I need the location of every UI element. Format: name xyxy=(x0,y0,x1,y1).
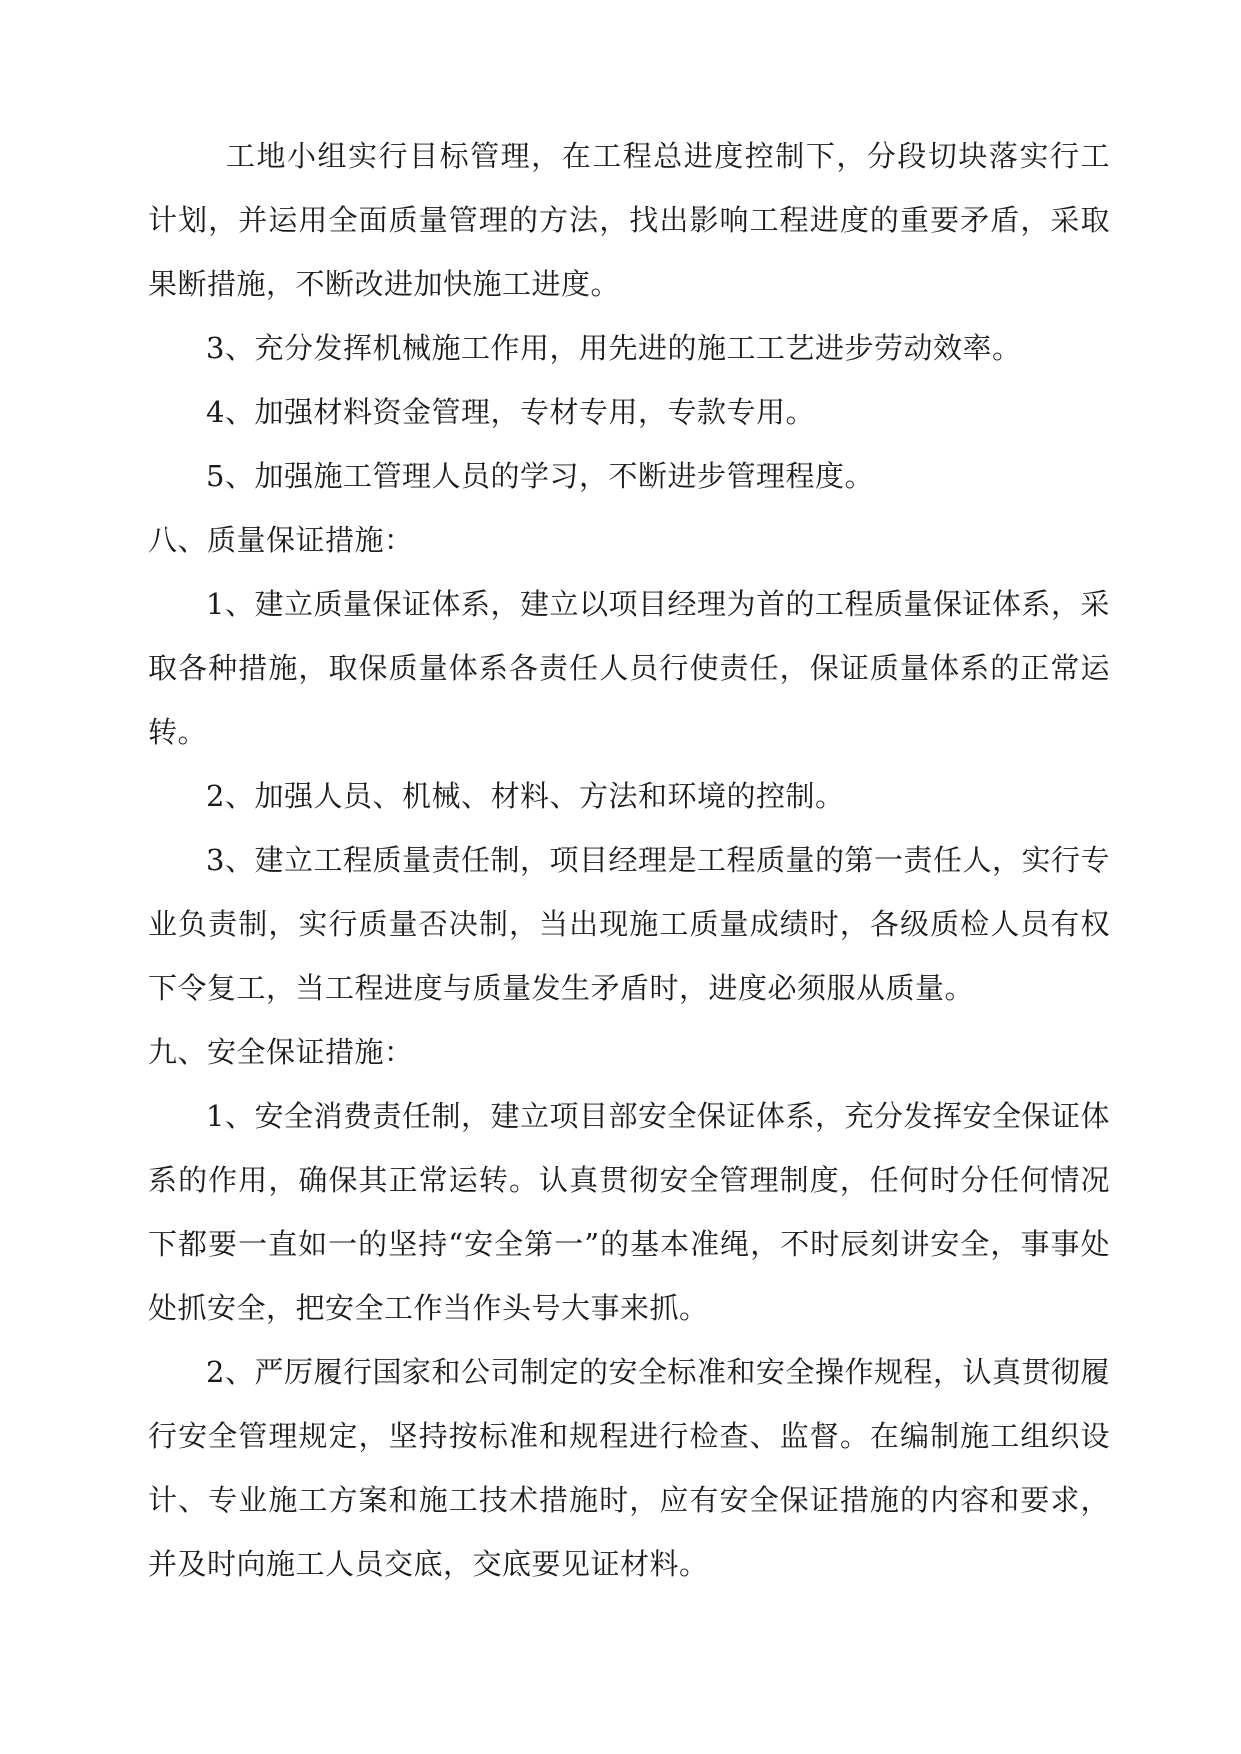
paragraph-safety-item-1: 1、安全消费责任制，建立项目部安全保证体系，充分发挥安全保证体系的作用，确保其正常运转。认真贯彻安全管理制度，任何时分任何情况下都要一直如一的坚持“安全第一”的基本准绳，不时辰刻讲安全，事事处处抓安全，把安全工作当作头号大事来抓。 xyxy=(148,1099,1110,1325)
paragraph-progress-management: 工地小组实行目标管理，在工程总进度控制下，分段切块落实行工计划，并运用全面质量管理的方法，找出影响工程进度的重要矛盾，采取果断措施，不断改进加快施工进度。 xyxy=(148,139,1110,301)
section-heading-quality: 八、质量保证措施： xyxy=(148,523,414,557)
paragraph-item-5-training: 5、加强施工管理人员的学习，不断进步管理程度。 xyxy=(206,459,874,493)
section-heading-safety: 九、安全保证措施： xyxy=(148,1035,414,1069)
document-body xyxy=(148,124,1110,1596)
paragraph-quality-item-1: 1、建立质量保证体系，建立以项目经理为首的工程质量保证体系，采取各种措施，取保质量体系各责任人员行使责任，保证质量体系的正常运转。 xyxy=(148,587,1110,749)
paragraph-quality-item-2: 2、加强人员、机械、材料、方法和环境的控制。 xyxy=(206,779,845,813)
paragraph-quality-item-3: 3、建立工程质量责任制，项目经理是工程质量的第一责任人，实行专业负责制，实行质量否决制，当出现施工质量成绩时，各级质检人员有权下令复工，当工程进度与质量发生矛盾时，进度必须服从质量。 xyxy=(148,843,1110,1005)
paragraph-item-3-machinery: 3、充分发挥机械施工作用，用先进的施工工艺进步劳动效率。 xyxy=(206,331,1022,365)
paragraph-item-4-materials: 4、加强材料资金管理，专材专用，专款专用。 xyxy=(206,395,815,429)
paragraph-safety-item-2: 2、严厉履行国家和公司制定的安全标准和安全操作规程，认真贯彻履行安全管理规定，坚持按标准和规程进行检查、监督。在编制施工组织设计、专业施工方案和施工技术措施时，应有安全保证措施的内容和要求，并及时向施工人员交底，交底要见证材料。 xyxy=(148,1355,1110,1581)
